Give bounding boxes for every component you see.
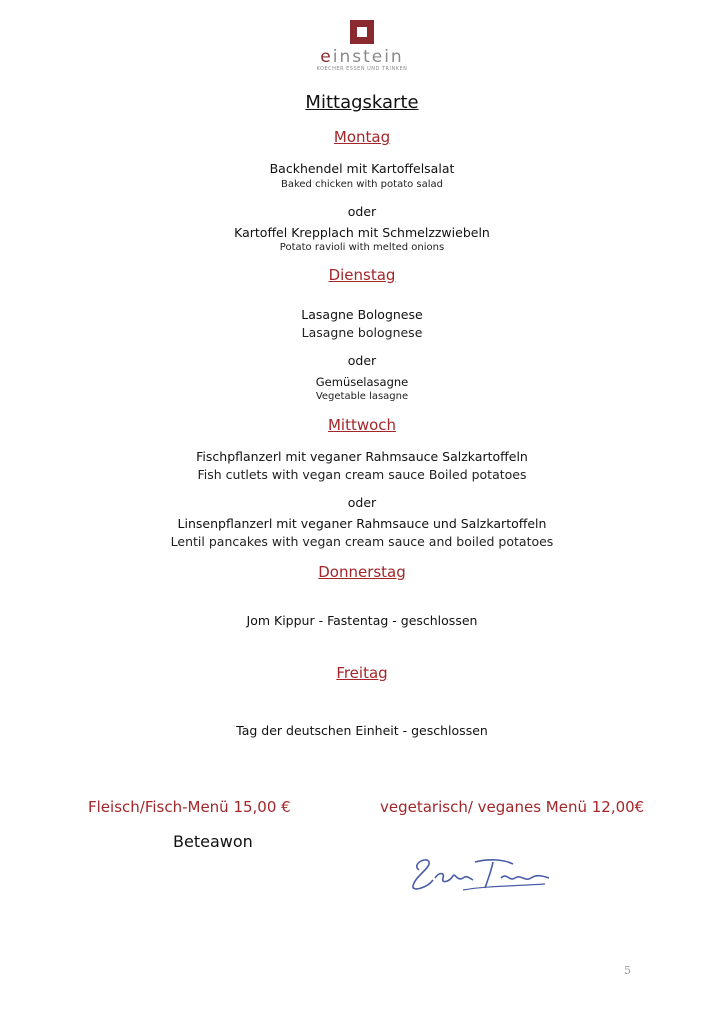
day-heading-mittwoch: Mittwoch [327, 416, 397, 434]
mittwoch-dish1-en: Fish cutlets with vegan cream sauce Boiled potatoes [197, 467, 527, 482]
mittwoch-dish2-de: Linsenpflanzerl mit veganer Rahmsauce und Salzkartoffeln [177, 516, 547, 531]
day-heading-montag: Montag [333, 128, 391, 146]
logo-wordmark [0, 47, 724, 67]
day-heading-freitag: Freitag [336, 664, 388, 682]
montag-dish2-en: Potato ravioli with melted onions [279, 242, 445, 253]
dienstag-dish2-en: Vegetable lasagne [315, 391, 409, 402]
freitag-note: Tag der deutschen Einheit - geschlossen [236, 723, 488, 738]
mittwoch-dish1-de: Fischpflanzerl mit veganer Rahmsauce Salzkartoffeln [196, 449, 528, 464]
day-heading-dienstag: Dienstag [328, 266, 396, 284]
price-meat-fish: Fleisch/Fisch-Menü 15,00 € [88, 798, 291, 816]
montag-dish2-de: Kartoffel Krepplach mit Schmelzzwiebeln [234, 225, 490, 240]
page-title: Mittagskarte [305, 92, 419, 113]
dienstag-dish1-en: Lasagne bolognese [301, 325, 423, 340]
mittwoch-or: oder [347, 495, 377, 510]
montag-or: oder [347, 204, 377, 219]
day-heading-donnerstag: Donnerstag [318, 563, 406, 581]
price-vegetarian: vegetarisch/ veganes Menü 12,00€ [380, 798, 645, 816]
signature-image [405, 848, 555, 896]
logo-tagline: KOECHER ESSEN UND TRINKEN [316, 66, 408, 72]
logo-icon [350, 20, 374, 44]
donnerstag-note: Jom Kippur - Fastentag - geschlossen [246, 613, 478, 628]
montag-dish1-en: Baked chicken with potato salad [280, 179, 444, 190]
logo-letter: e [320, 47, 333, 67]
logo-name: instein [332, 47, 404, 67]
page-number: 5 [624, 964, 631, 977]
closing-greeting: Beteawon [173, 832, 253, 851]
montag-dish1-de: Backhendel mit Kartoffelsalat [269, 161, 455, 176]
dienstag-dish1-de: Lasagne Bolognese [301, 307, 423, 322]
dienstag-or: oder [347, 353, 377, 368]
dienstag-dish2-de: Gemüselasagne [315, 375, 409, 389]
mittwoch-dish2-en: Lentil pancakes with vegan cream sauce and boiled potatoes [170, 534, 554, 549]
